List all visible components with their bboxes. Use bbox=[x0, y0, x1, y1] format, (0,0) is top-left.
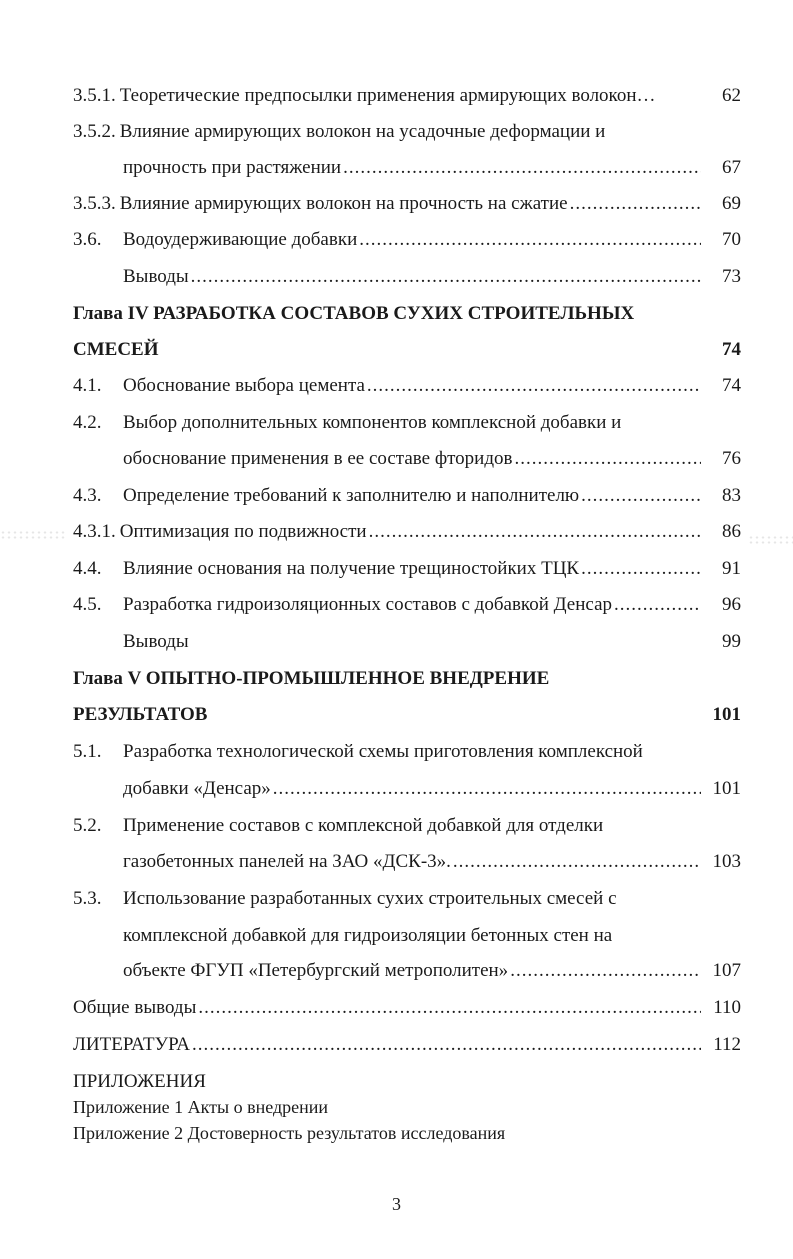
toc-entry bbox=[73, 337, 741, 363]
appendices-heading: ПРИЛОЖЕНИЯ bbox=[73, 1071, 206, 1092]
toc-entry bbox=[73, 373, 741, 399]
entry-title: РЕЗУЛЬТАТОВ bbox=[73, 704, 208, 725]
page-ref: 101 bbox=[712, 704, 741, 725]
page-number: 3 bbox=[392, 1194, 401, 1214]
scan-noise bbox=[0, 530, 66, 540]
page-ref: 67 bbox=[722, 157, 741, 178]
entry-title: комплексной добавкой для гидроизоляции бетонных стен на bbox=[123, 925, 613, 946]
entry-title: Выводы bbox=[123, 631, 189, 652]
entry-title: Водоудерживающие добавки bbox=[123, 229, 358, 250]
entry-title: Влияние армирующих волокон на усадочные деформации и bbox=[119, 121, 606, 142]
leader-dots bbox=[570, 191, 701, 217]
page-ref: 74 bbox=[722, 339, 741, 360]
page-ref: 73 bbox=[722, 266, 741, 287]
toc-entry bbox=[73, 592, 741, 618]
toc-entry bbox=[73, 813, 741, 839]
section-number: 4.2. bbox=[73, 412, 102, 433]
leader-dots bbox=[510, 958, 701, 984]
leader-dots bbox=[581, 556, 701, 582]
entry-title: ЛИТЕРАТУРА bbox=[73, 1034, 190, 1055]
toc-entry bbox=[73, 301, 741, 327]
entry-title: Выводы bbox=[123, 266, 189, 287]
page-ref: 110 bbox=[713, 997, 741, 1018]
toc-entry bbox=[73, 739, 741, 765]
toc-entry bbox=[73, 958, 741, 984]
toc-entry bbox=[73, 446, 741, 472]
toc-entry bbox=[73, 1032, 741, 1058]
section-number: 5.2. bbox=[73, 815, 102, 836]
page-ref: 69 bbox=[722, 193, 741, 214]
page-ref: 103 bbox=[712, 851, 741, 872]
leader-dots bbox=[369, 519, 701, 545]
leader-dots bbox=[343, 155, 701, 181]
toc-entry bbox=[73, 886, 741, 912]
leader-dots bbox=[453, 849, 701, 875]
section-number: 4.3.1. bbox=[73, 521, 116, 542]
page-ref: 83 bbox=[722, 485, 741, 506]
entry-title: Разработка технологической схемы приготовления комплексной bbox=[123, 741, 643, 762]
toc-entry bbox=[73, 995, 741, 1021]
entry-title: объекте ФГУП «Петербургский метрополитен» bbox=[123, 960, 509, 981]
leader-dots bbox=[198, 995, 701, 1021]
entry-title: Общие выводы bbox=[73, 997, 197, 1018]
section-number: 3.5.2. bbox=[73, 121, 116, 142]
section-number: 4.3. bbox=[73, 485, 102, 506]
toc-entry bbox=[73, 155, 741, 181]
page-ref: 99 bbox=[722, 631, 741, 652]
section-number: 4.1. bbox=[73, 375, 102, 396]
leader-dots bbox=[273, 776, 701, 802]
toc-entry bbox=[73, 483, 741, 509]
page-ref: 62 bbox=[722, 85, 741, 106]
page-ref: 96 bbox=[722, 594, 741, 615]
entry-title: прочность при растяжении bbox=[123, 157, 342, 178]
entry-title: добавки «Денсар» bbox=[123, 778, 271, 799]
toc-entry bbox=[73, 264, 741, 290]
entry-title: Применение составов с комплексной добавкой для отделки bbox=[123, 815, 604, 836]
toc-entry bbox=[73, 191, 741, 217]
section-number: 3.5.1. bbox=[73, 85, 116, 106]
entry-title: газобетонных панелей на ЗАО «ДСК-3». bbox=[123, 851, 451, 872]
entry-title: Выбор дополнительных компонентов комплексной добавки и bbox=[123, 412, 622, 433]
toc-entry bbox=[73, 519, 741, 545]
section-number: 3.5.3. bbox=[73, 193, 116, 214]
toc-entry bbox=[73, 702, 741, 728]
section-number: 5.3. bbox=[73, 888, 102, 909]
leader-dots bbox=[191, 264, 701, 290]
toc-entry bbox=[73, 629, 741, 655]
entry-title: обоснование применения в ее составе фторидов bbox=[123, 448, 513, 469]
leader-dots bbox=[614, 592, 701, 618]
page-ref: 70 bbox=[722, 229, 741, 250]
page-ref: 91 bbox=[722, 558, 741, 579]
entry-title: Влияние армирующих волокон на прочность на сжатие bbox=[119, 193, 568, 214]
toc-entry bbox=[73, 227, 741, 253]
toc-entry bbox=[73, 666, 741, 692]
appendix-item: Приложение 2 Достоверность результатов исследования bbox=[73, 1123, 506, 1143]
entry-title: Определение требований к заполнителю и наполнителю bbox=[123, 485, 580, 506]
entry-title: Теоретические предпосылки применения армирующих волокон… bbox=[119, 85, 656, 106]
entry-title: СМЕСЕЙ bbox=[73, 339, 159, 360]
section-number: 4.5. bbox=[73, 594, 102, 615]
toc-entry bbox=[73, 410, 741, 436]
page-ref: 74 bbox=[722, 375, 741, 396]
toc-entry bbox=[73, 776, 741, 802]
page-ref: 76 bbox=[722, 448, 741, 469]
leader-dots bbox=[359, 227, 701, 253]
section-number: 4.4. bbox=[73, 558, 102, 579]
leader-dots bbox=[515, 446, 702, 472]
toc-entry bbox=[73, 83, 741, 109]
section-number: 5.1. bbox=[73, 741, 102, 762]
entry-title: Влияние основания на получение трещиностойких ТЦК bbox=[123, 558, 580, 579]
section-number: 3.6. bbox=[73, 229, 102, 250]
toc-entry bbox=[73, 556, 741, 582]
appendix-item: Приложение 1 Акты о внедрении bbox=[73, 1097, 329, 1117]
entry-title: Обоснование выбора цемента bbox=[123, 375, 365, 396]
page-ref: 107 bbox=[712, 960, 741, 981]
entry-title: Использование разработанных сухих строительных смесей с bbox=[123, 888, 617, 909]
toc-entry bbox=[73, 119, 741, 145]
entry-title: Разработка гидроизоляционных составов с добавкой Денсар bbox=[123, 594, 612, 615]
scan-noise bbox=[748, 535, 793, 545]
toc-entry bbox=[73, 923, 741, 949]
entry-title: Глава V ОПЫТНО-ПРОМЫШЛЕННОЕ ВНЕДРЕНИЕ bbox=[73, 668, 550, 689]
page-ref: 86 bbox=[722, 521, 741, 542]
leader-dots bbox=[581, 483, 701, 509]
page-ref: 101 bbox=[712, 778, 741, 799]
toc-entry bbox=[73, 849, 741, 875]
leader-dots bbox=[192, 1032, 701, 1058]
page-ref: 112 bbox=[713, 1034, 741, 1055]
entry-title: Оптимизация по подвижности bbox=[119, 521, 367, 542]
leader-dots bbox=[367, 373, 701, 399]
entry-title: Глава IV РАЗРАБОТКА СОСТАВОВ СУХИХ СТРОИТЕЛЬНЫХ bbox=[73, 303, 635, 324]
